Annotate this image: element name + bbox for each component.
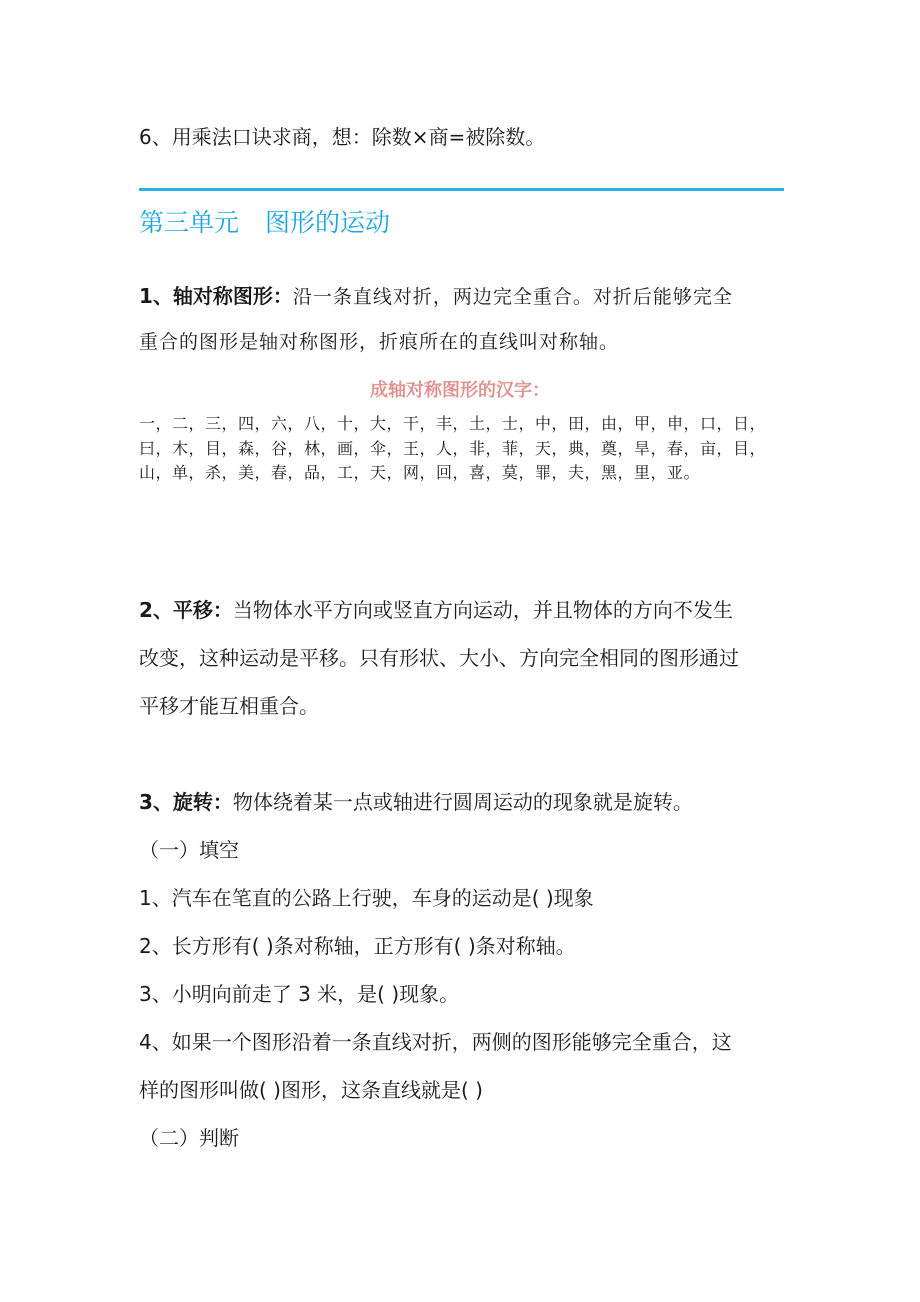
item-6-text: 6、用乘法口诀求商，想：除数×商=被除数。 xyxy=(139,125,546,149)
fill-blank-q4-line-1: 4、如果一个图形沿着一条直线对折，两侧的图形能够完全重合，这 xyxy=(139,1030,732,1054)
axis-symmetry-line-1 xyxy=(139,282,784,311)
symmetric-chars-list: 一，二，三，四，六，八，十，大，干，丰，土，士，中，田，由，甲，申，口，日，曰，木，目，森，谷，林，画，伞，王，人，非，菲，天，典，奠，旱，春，亩，目，山，单，杀，美，春，品，工，天，网，回，喜，莫，罪，夫，黑，里，亚。 xyxy=(139,414,767,482)
axis-symmetry-term: 1、轴对称图形： xyxy=(139,284,293,308)
fill-blank-q1: 1、汽车在笔直的公路上行驶，车身的运动是( )现象 xyxy=(139,886,594,910)
rotation-line xyxy=(139,788,784,816)
unit-title xyxy=(139,206,390,240)
fill-blank-heading: （一）填空 xyxy=(139,838,239,862)
fill-blank-q2: 2、长方形有( )条对称轴，正方形有( )条对称轴。 xyxy=(139,934,576,958)
translation-definition-1: 当物体水平方向或竖直方向运动，并且物体的方向不发生 xyxy=(232,598,733,622)
axis-symmetry-line-2: 重合的图形是轴对称图形，折痕所在的直线叫对称轴。 xyxy=(139,331,620,353)
section-divider xyxy=(139,188,784,191)
translation-term: 2、平移： xyxy=(139,598,233,622)
translation-line-3: 平移才能互相重合。 xyxy=(139,694,319,718)
fill-blank-q4-line-2: 样的图形叫做( )图形，这条直线就是( ) xyxy=(139,1078,483,1102)
unit-name: 图形的运动 xyxy=(265,208,391,237)
judge-heading: （二）判断 xyxy=(139,1126,239,1150)
translation-line-1 xyxy=(139,596,784,624)
unit-label: 第三单元 xyxy=(139,208,240,237)
symmetric-chars-heading: 成轴对称图形的汉字： xyxy=(370,380,550,401)
fill-blank-q3: 3、小明向前走了 3 米，是( )现象。 xyxy=(139,982,460,1006)
translation-line-2: 改变，这种运动是平移。只有形状、大小、方向完全相同的图形通过 xyxy=(139,646,739,670)
axis-symmetry-definition-1: 沿一条直线对折，两边完全重合。对折后能够完全 xyxy=(292,286,733,308)
rotation-definition: 物体绕着某一点或轴进行圆周运动的现象就是旋转。 xyxy=(232,790,693,814)
rotation-term: 3、旋转： xyxy=(139,790,233,814)
